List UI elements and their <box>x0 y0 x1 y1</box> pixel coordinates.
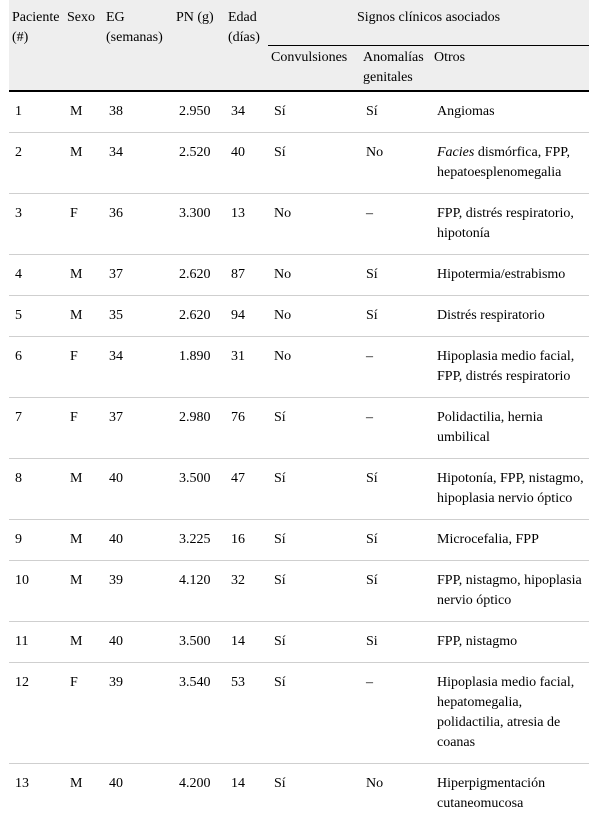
cell-paciente: 2 <box>9 133 64 194</box>
cell-sexo: M <box>64 520 103 561</box>
cell-otros <box>431 91 589 133</box>
table-row <box>9 91 589 133</box>
cell-sexo: M <box>64 459 103 520</box>
cell-paciente: 7 <box>9 398 64 459</box>
otros-italic-term: Facies <box>437 145 474 160</box>
cell-otros <box>431 255 589 296</box>
cell-anomalias: Sí <box>360 296 431 337</box>
cell-convulsiones: No <box>268 337 360 398</box>
cell-anomalias: – <box>360 398 431 459</box>
cell-sexo: M <box>64 622 103 663</box>
cell-paciente: 8 <box>9 459 64 520</box>
cell-anomalias: No <box>360 133 431 194</box>
clinical-table-container <box>9 0 589 824</box>
table-row <box>9 398 589 459</box>
otros-text: Microcefalia, FPP <box>437 532 539 547</box>
cell-eg: 35 <box>103 296 173 337</box>
otros-text: FPP, nistagmo, hipoplasia nervio óptico <box>437 573 582 608</box>
cell-otros <box>431 296 589 337</box>
cell-paciente: 12 <box>9 663 64 764</box>
cell-sexo: M <box>64 255 103 296</box>
header-convulsiones: Convulsiones <box>268 46 360 91</box>
cell-paciente: 6 <box>9 337 64 398</box>
otros-text: Angiomas <box>437 104 495 119</box>
cell-otros <box>431 133 589 194</box>
cell-sexo: F <box>64 194 103 255</box>
cell-eg: 38 <box>103 91 173 133</box>
table-row <box>9 459 589 520</box>
cell-pn: 2.620 <box>173 296 225 337</box>
header-otros: Otros <box>431 46 589 91</box>
cell-edad: 34 <box>225 91 268 133</box>
cell-eg: 40 <box>103 764 173 824</box>
header-eg: EG (semanas) <box>103 0 173 90</box>
cell-convulsiones: Sí <box>268 520 360 561</box>
cell-anomalias: No <box>360 764 431 824</box>
cell-paciente: 5 <box>9 296 64 337</box>
cell-otros <box>431 622 589 663</box>
cell-anomalias: – <box>360 194 431 255</box>
header-sexo: Sexo <box>64 0 103 90</box>
cell-convulsiones: No <box>268 296 360 337</box>
cell-anomalias: Sí <box>360 255 431 296</box>
table-row <box>9 194 589 255</box>
clinical-signs-table <box>9 0 589 824</box>
cell-otros <box>431 520 589 561</box>
cell-edad: 40 <box>225 133 268 194</box>
header-signos-clinicos: Signos clínicos asociados <box>268 0 589 46</box>
cell-pn: 3.540 <box>173 663 225 764</box>
cell-pn: 3.300 <box>173 194 225 255</box>
cell-pn: 2.520 <box>173 133 225 194</box>
cell-otros <box>431 663 589 764</box>
cell-edad: 87 <box>225 255 268 296</box>
cell-pn: 4.200 <box>173 764 225 824</box>
cell-pn: 2.950 <box>173 91 225 133</box>
cell-edad: 94 <box>225 296 268 337</box>
cell-paciente: 11 <box>9 622 64 663</box>
cell-edad: 14 <box>225 764 268 824</box>
cell-eg: 40 <box>103 520 173 561</box>
cell-anomalias: – <box>360 663 431 764</box>
cell-convulsiones: Sí <box>268 561 360 622</box>
cell-pn: 3.225 <box>173 520 225 561</box>
table-header <box>9 0 589 91</box>
cell-anomalias: Sí <box>360 561 431 622</box>
cell-edad: 16 <box>225 520 268 561</box>
cell-anomalias: Sí <box>360 520 431 561</box>
cell-paciente: 9 <box>9 520 64 561</box>
cell-convulsiones: Sí <box>268 622 360 663</box>
header-anomalias-genitales: Anomalías genitales <box>360 46 431 91</box>
otros-text: Hipotonía, FPP, nistagmo, hipoplasia nervio óptico <box>437 471 584 506</box>
cell-anomalias: Sí <box>360 459 431 520</box>
cell-otros <box>431 459 589 520</box>
cell-sexo: F <box>64 337 103 398</box>
otros-text: Distrés respiratorio <box>437 308 545 323</box>
cell-eg: 37 <box>103 398 173 459</box>
cell-convulsiones: Sí <box>268 459 360 520</box>
otros-text: Hipotermia/estrabismo <box>437 267 565 282</box>
table-row <box>9 561 589 622</box>
cell-otros <box>431 764 589 824</box>
otros-text: FPP, distrés respiratorio, hipotonía <box>437 206 574 241</box>
cell-convulsiones: No <box>268 194 360 255</box>
cell-sexo: M <box>64 296 103 337</box>
cell-otros <box>431 561 589 622</box>
otros-text: Hipoplasia medio facial, hepatomegalia, polidactilia, atresia de coanas <box>437 675 574 750</box>
cell-edad: 53 <box>225 663 268 764</box>
cell-sexo: M <box>64 91 103 133</box>
cell-eg: 36 <box>103 194 173 255</box>
cell-convulsiones: Sí <box>268 663 360 764</box>
cell-paciente: 4 <box>9 255 64 296</box>
cell-pn: 3.500 <box>173 459 225 520</box>
cell-anomalias: Si <box>360 622 431 663</box>
cell-otros <box>431 194 589 255</box>
cell-eg: 40 <box>103 459 173 520</box>
cell-convulsiones: Sí <box>268 133 360 194</box>
table-body <box>9 91 589 824</box>
cell-eg: 37 <box>103 255 173 296</box>
cell-anomalias: Sí <box>360 91 431 133</box>
table-row <box>9 255 589 296</box>
cell-sexo: M <box>64 133 103 194</box>
otros-text: Hiperpigmentación cutaneomucosa <box>437 776 545 811</box>
cell-pn: 2.980 <box>173 398 225 459</box>
cell-eg: 39 <box>103 561 173 622</box>
cell-eg: 39 <box>103 663 173 764</box>
cell-convulsiones: Sí <box>268 764 360 824</box>
cell-anomalias: – <box>360 337 431 398</box>
cell-pn: 2.620 <box>173 255 225 296</box>
cell-sexo: M <box>64 561 103 622</box>
table-row <box>9 764 589 824</box>
cell-paciente: 13 <box>9 764 64 824</box>
cell-eg: 34 <box>103 337 173 398</box>
cell-paciente: 10 <box>9 561 64 622</box>
cell-edad: 13 <box>225 194 268 255</box>
cell-paciente: 3 <box>9 194 64 255</box>
cell-pn: 1.890 <box>173 337 225 398</box>
table-row <box>9 622 589 663</box>
cell-otros <box>431 337 589 398</box>
cell-convulsiones: Sí <box>268 91 360 133</box>
otros-text: dismórfica, FPP, hepatoesplenomegalia <box>437 145 570 180</box>
otros-text: Polidactilia, hernia umbilical <box>437 410 543 445</box>
cell-convulsiones: Sí <box>268 398 360 459</box>
cell-edad: 47 <box>225 459 268 520</box>
otros-text: Hipoplasia medio facial, FPP, distrés respiratorio <box>437 349 574 384</box>
cell-paciente: 1 <box>9 91 64 133</box>
cell-sexo: F <box>64 398 103 459</box>
cell-otros <box>431 398 589 459</box>
table-row <box>9 296 589 337</box>
cell-sexo: F <box>64 663 103 764</box>
cell-edad: 14 <box>225 622 268 663</box>
cell-eg: 40 <box>103 622 173 663</box>
table-row <box>9 337 589 398</box>
header-pn: PN (g) <box>173 0 225 90</box>
header-edad: Edad (días) <box>225 0 268 90</box>
cell-edad: 76 <box>225 398 268 459</box>
header-paciente: Paciente (#) <box>9 0 64 90</box>
cell-edad: 32 <box>225 561 268 622</box>
cell-convulsiones: No <box>268 255 360 296</box>
table-row <box>9 520 589 561</box>
cell-edad: 31 <box>225 337 268 398</box>
cell-eg: 34 <box>103 133 173 194</box>
cell-sexo: M <box>64 764 103 824</box>
cell-pn: 3.500 <box>173 622 225 663</box>
table-row <box>9 133 589 194</box>
otros-text: FPP, nistagmo <box>437 634 517 649</box>
table-row <box>9 663 589 764</box>
cell-pn: 4.120 <box>173 561 225 622</box>
